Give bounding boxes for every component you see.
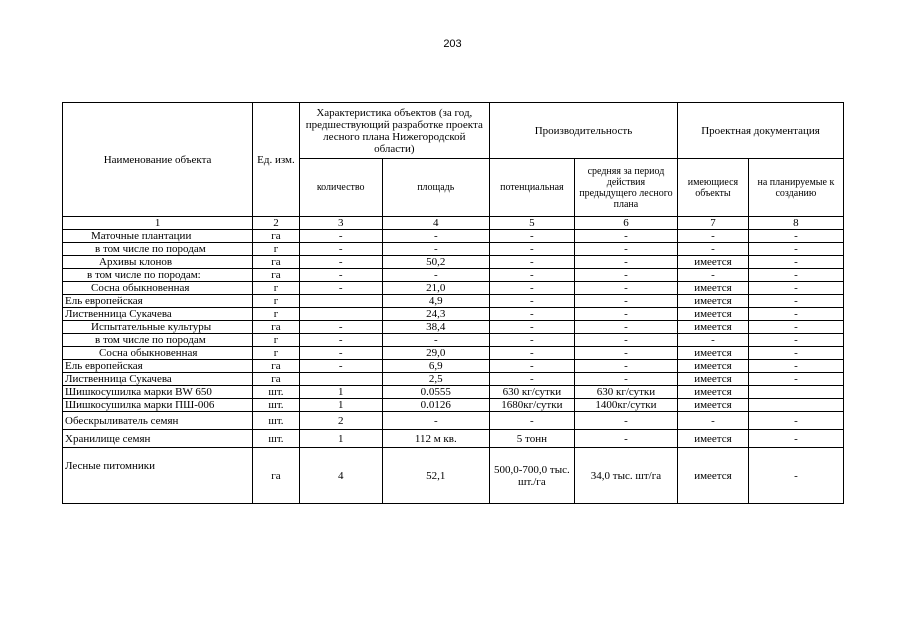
cell-potential: - [489, 347, 574, 360]
cell-name: Маточные плантации [63, 230, 253, 243]
cell-existing: - [678, 334, 749, 347]
cell-qty: - [299, 230, 382, 243]
header-average: средняя за период действия предыдущего лесного плана [574, 159, 677, 217]
cell-average: 630 кг/сутки [574, 386, 677, 399]
cell-planned [748, 386, 843, 399]
table-row [63, 269, 844, 282]
table-row [63, 430, 844, 448]
cell-qty: - [299, 334, 382, 347]
cell-potential: - [489, 230, 574, 243]
cell-planned: - [748, 321, 843, 334]
cell-average: - [574, 295, 677, 308]
cell-qty: - [299, 243, 382, 256]
cell-average: 34,0 тыс. шт/га [574, 448, 677, 504]
column-number-row [63, 217, 844, 230]
cell-area: 24,3 [382, 308, 489, 321]
header-planned: на планируемые к созданию [748, 159, 843, 217]
table-row [63, 230, 844, 243]
cell-qty: 2 [299, 412, 382, 430]
header-row-1 [63, 103, 844, 159]
header-productivity: Производительность [489, 103, 677, 159]
cell-potential: 1680кг/сутки [489, 399, 574, 412]
cell-unit: г [253, 295, 300, 308]
cell-unit: га [253, 230, 300, 243]
column-number-cell: 5 [489, 217, 574, 230]
table-row [63, 308, 844, 321]
table-row [63, 282, 844, 295]
cell-existing: - [678, 243, 749, 256]
cell-area: 4,9 [382, 295, 489, 308]
table-row [63, 448, 844, 504]
cell-planned: - [748, 347, 843, 360]
cell-name: Испытательные культуры [63, 321, 253, 334]
cell-existing: имеется [678, 347, 749, 360]
header-potential: потенциальная [489, 159, 574, 217]
cell-average: - [574, 334, 677, 347]
cell-average: - [574, 321, 677, 334]
cell-potential: 5 тонн [489, 430, 574, 448]
column-number-cell: 8 [748, 217, 843, 230]
cell-qty: 1 [299, 430, 382, 448]
cell-area: 2,5 [382, 373, 489, 386]
cell-existing: имеется [678, 373, 749, 386]
cell-average: - [574, 373, 677, 386]
cell-name: Обескрыливатель семян [63, 412, 253, 430]
cell-existing: имеется [678, 430, 749, 448]
cell-qty: - [299, 256, 382, 269]
page-number: 203 [443, 38, 462, 50]
cell-unit: шт. [253, 386, 300, 399]
cell-unit: га [253, 373, 300, 386]
cell-potential: - [489, 412, 574, 430]
cell-area: - [382, 269, 489, 282]
cell-existing: имеется [678, 295, 749, 308]
cell-planned: - [748, 256, 843, 269]
cell-average: - [574, 412, 677, 430]
cell-average: - [574, 282, 677, 295]
table-row [63, 334, 844, 347]
cell-qty: - [299, 282, 382, 295]
cell-planned [748, 399, 843, 412]
cell-potential: - [489, 295, 574, 308]
cell-existing: имеется [678, 256, 749, 269]
cell-area: - [382, 230, 489, 243]
table-row [63, 360, 844, 373]
cell-unit: шт. [253, 430, 300, 448]
column-number-cell: 6 [574, 217, 677, 230]
cell-unit: г [253, 347, 300, 360]
cell-planned: - [748, 308, 843, 321]
cell-unit: га [253, 256, 300, 269]
cell-area: 112 м кв. [382, 430, 489, 448]
cell-qty: - [299, 347, 382, 360]
table-row [63, 412, 844, 430]
cell-area: 21,0 [382, 282, 489, 295]
cell-name: Лиственница Сукачева [63, 373, 253, 386]
cell-existing: - [678, 269, 749, 282]
header-unit: Ед. изм. [253, 103, 300, 217]
cell-potential: - [489, 334, 574, 347]
header-characteristic: Характеристика объектов (за год, предшествующий разработке проекта лесного плана Нижегородской области) [299, 103, 489, 159]
cell-qty: - [299, 321, 382, 334]
table-row [63, 399, 844, 412]
cell-average: - [574, 269, 677, 282]
cell-qty: - [299, 269, 382, 282]
column-number-cell: 1 [63, 217, 253, 230]
table-row [63, 256, 844, 269]
header-documentation: Проектная документация [678, 103, 844, 159]
header-existing: имеющиеся объекты [678, 159, 749, 217]
cell-unit: га [253, 360, 300, 373]
table-row [63, 321, 844, 334]
cell-existing: - [678, 412, 749, 430]
forest-seed-objects-table [62, 102, 844, 504]
cell-name: Архивы клонов [63, 256, 253, 269]
cell-area: - [382, 412, 489, 430]
cell-name: Ель европейская [63, 295, 253, 308]
cell-existing: имеется [678, 386, 749, 399]
cell-name: Сосна обыкновенная [63, 347, 253, 360]
cell-planned: - [748, 360, 843, 373]
cell-area: 0.0126 [382, 399, 489, 412]
cell-average: - [574, 230, 677, 243]
cell-potential: - [489, 360, 574, 373]
cell-qty: 1 [299, 386, 382, 399]
cell-existing: имеется [678, 282, 749, 295]
cell-existing: имеется [678, 308, 749, 321]
cell-planned: - [748, 448, 843, 504]
cell-name: Хранилище семян [63, 430, 253, 448]
table-row [63, 243, 844, 256]
cell-existing: имеется [678, 399, 749, 412]
header-area: площадь [382, 159, 489, 217]
cell-name: Ель европейская [63, 360, 253, 373]
cell-potential: 500,0-700,0 тыс. шт./га [489, 448, 574, 504]
table-row [63, 373, 844, 386]
cell-average: - [574, 308, 677, 321]
cell-planned: - [748, 295, 843, 308]
cell-average: - [574, 360, 677, 373]
cell-name: Лиственница Сукачева [63, 308, 253, 321]
cell-average: - [574, 243, 677, 256]
cell-name: Лесные питомники [63, 448, 253, 504]
cell-planned: - [748, 412, 843, 430]
cell-area: 52,1 [382, 448, 489, 504]
cell-area: 38,4 [382, 321, 489, 334]
cell-average: 1400кг/сутки [574, 399, 677, 412]
cell-qty [299, 373, 382, 386]
cell-name: Шишкосушилка марки ПШ-006 [63, 399, 253, 412]
cell-planned: - [748, 230, 843, 243]
cell-planned: - [748, 373, 843, 386]
cell-unit: шт. [253, 412, 300, 430]
cell-planned: - [748, 430, 843, 448]
table-row [63, 386, 844, 399]
table-row [63, 347, 844, 360]
cell-existing: имеется [678, 321, 749, 334]
column-number-cell: 4 [382, 217, 489, 230]
cell-potential: - [489, 269, 574, 282]
cell-area: 0.0555 [382, 386, 489, 399]
column-number-cell: 2 [253, 217, 300, 230]
cell-existing: имеется [678, 448, 749, 504]
cell-name: в том числе по породам: [63, 269, 253, 282]
cell-average: - [574, 256, 677, 269]
cell-unit: га [253, 448, 300, 504]
cell-planned: - [748, 334, 843, 347]
cell-planned: - [748, 282, 843, 295]
cell-potential: - [489, 243, 574, 256]
column-number-cell: 3 [299, 217, 382, 230]
table-row [63, 295, 844, 308]
cell-potential: - [489, 256, 574, 269]
cell-unit: г [253, 308, 300, 321]
cell-unit: г [253, 334, 300, 347]
cell-area: 29,0 [382, 347, 489, 360]
cell-unit: шт. [253, 399, 300, 412]
cell-name: в том числе по породам [63, 243, 253, 256]
cell-potential: 630 кг/сутки [489, 386, 574, 399]
cell-unit: га [253, 321, 300, 334]
cell-average: - [574, 347, 677, 360]
cell-unit: га [253, 269, 300, 282]
cell-unit: г [253, 282, 300, 295]
cell-qty: 4 [299, 448, 382, 504]
cell-area: - [382, 243, 489, 256]
cell-potential: - [489, 373, 574, 386]
cell-existing: - [678, 230, 749, 243]
cell-potential: - [489, 282, 574, 295]
cell-potential: - [489, 321, 574, 334]
cell-name: Шишкосушилка марки BW 650 [63, 386, 253, 399]
cell-planned: - [748, 269, 843, 282]
cell-qty [299, 308, 382, 321]
cell-name: Сосна обыкновенная [63, 282, 253, 295]
cell-area: - [382, 334, 489, 347]
cell-potential: - [489, 308, 574, 321]
column-number-cell: 7 [678, 217, 749, 230]
cell-qty: 1 [299, 399, 382, 412]
header-name: Наименование объекта [63, 103, 253, 217]
cell-area: 50,2 [382, 256, 489, 269]
cell-average: - [574, 430, 677, 448]
cell-area: 6,9 [382, 360, 489, 373]
cell-planned: - [748, 243, 843, 256]
cell-qty: - [299, 360, 382, 373]
cell-qty [299, 295, 382, 308]
cell-name: в том числе по породам [63, 334, 253, 347]
cell-existing: имеется [678, 360, 749, 373]
header-quantity: количество [299, 159, 382, 217]
cell-unit: г [253, 243, 300, 256]
